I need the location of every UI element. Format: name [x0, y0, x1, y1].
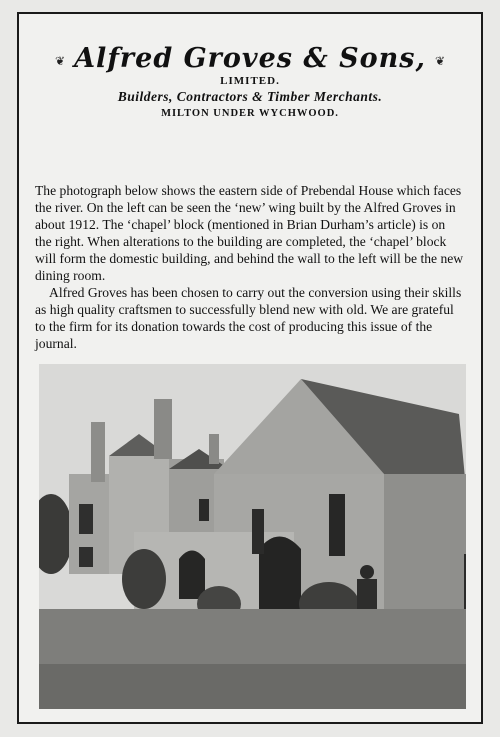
letterhead — [19, 44, 481, 119]
company-limited: LIMITED. — [220, 75, 280, 87]
company-location: MILTON UNDER WYCHWOOD. — [161, 108, 339, 119]
article-text — [35, 182, 465, 352]
building-photograph — [39, 364, 466, 709]
page-frame — [17, 12, 483, 724]
company-trades: Builders, Contractors & Timber Merchants. — [117, 89, 383, 104]
company-name: Alfred Groves & Sons, — [74, 43, 426, 74]
photo-illustration — [39, 364, 466, 709]
article-paragraph: Alfred Groves has been chosen to carry out the conversion using their skills as high quality craftsmen to successfully blend new with old. We are grateful to the firm for its donation towards the cost of producing this issue of the journal. — [35, 285, 462, 351]
article-paragraph: The photograph below shows the eastern side of Prebendal House which faces the river. On the left can be seen the ‘new’ wing built by the Alfred Groves in about 1912. The ‘chapel’ block (mentioned in Brian Durham’s article) is on the right. When alterations to the building are completed, the ‘chapel’ block will form the domestic building, and behind the wall to the left will be the new dining room. — [35, 183, 464, 283]
scroll-ornament-right-icon: ❦ — [434, 54, 445, 68]
scroll-ornament-left-icon: ❦ — [55, 54, 66, 68]
